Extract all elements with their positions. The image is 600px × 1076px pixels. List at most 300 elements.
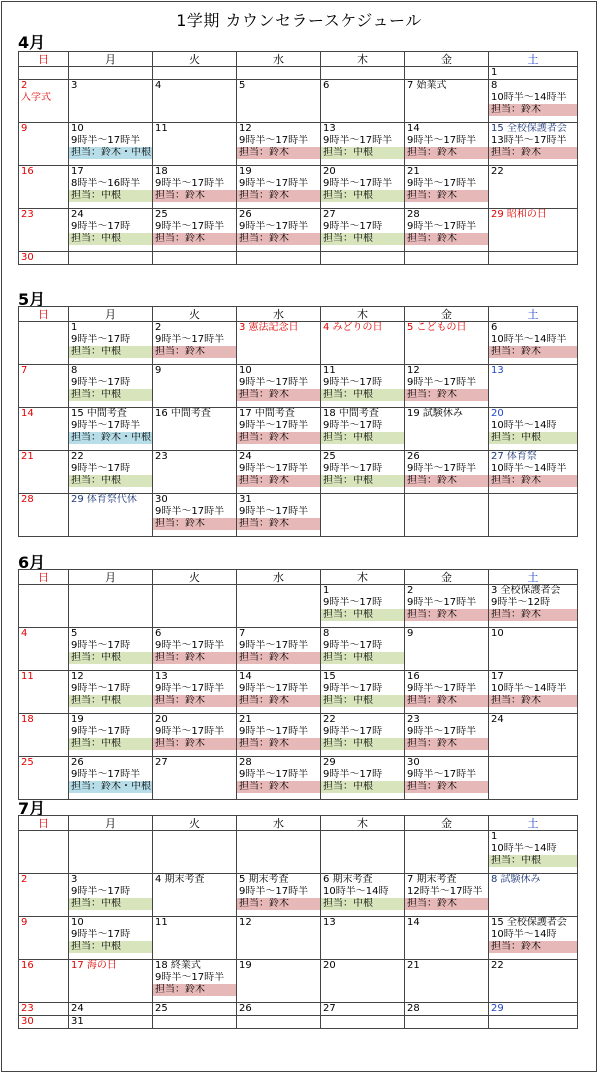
staff-assignment: 担当：鈴木 bbox=[405, 609, 488, 621]
empty-day-cell bbox=[237, 67, 321, 80]
day-cell bbox=[153, 917, 237, 960]
empty-day-cell bbox=[237, 585, 321, 628]
time-range: 9時半～17時半 bbox=[407, 221, 477, 232]
day-number: 24 bbox=[71, 1003, 84, 1014]
day-cell bbox=[489, 874, 578, 917]
day-number: 14 bbox=[407, 917, 420, 928]
time-range: 9時半～17時半 bbox=[239, 640, 309, 651]
month-calendar bbox=[18, 306, 578, 537]
week-row bbox=[19, 322, 578, 365]
day-cell bbox=[69, 123, 153, 166]
month-calendar bbox=[18, 815, 578, 1029]
empty-day-cell bbox=[321, 252, 405, 265]
staff-assignment: 担当：鈴木 bbox=[405, 233, 488, 245]
day-cell bbox=[405, 714, 489, 757]
weekday-header: 木 bbox=[321, 816, 405, 831]
day-number: 29 体育祭代休 bbox=[71, 494, 137, 505]
day-cell bbox=[321, 322, 405, 365]
day-number: 15 全校保護者会 bbox=[491, 123, 567, 134]
time-range: 9時半～17時 bbox=[71, 463, 131, 474]
time-range: 9時半～17時 bbox=[323, 377, 383, 388]
staff-assignment: 担当：中根 bbox=[69, 695, 152, 707]
day-cell bbox=[405, 408, 489, 451]
day-number: 16 bbox=[407, 671, 420, 682]
day-number: 22 bbox=[71, 451, 84, 462]
staff-assignment: 担当：鈴木 bbox=[405, 389, 488, 401]
time-range: 9時半～17時 bbox=[71, 377, 131, 388]
day-number: 10 bbox=[239, 365, 252, 376]
week-row bbox=[19, 831, 578, 874]
time-range: 9時半～17時半 bbox=[239, 178, 309, 189]
staff-assignment: 担当：鈴木 bbox=[237, 233, 320, 245]
time-range: 9時半～17時半 bbox=[71, 420, 141, 431]
day-cell bbox=[19, 960, 69, 1003]
staff-assignment: 担当：鈴木・中根 bbox=[71, 781, 151, 792]
time-range: 9時半～17時半 bbox=[323, 135, 393, 146]
day-cell bbox=[405, 960, 489, 1003]
day-number: 18 bbox=[21, 714, 34, 725]
empty-day-cell bbox=[321, 831, 405, 874]
time-range: 9時半～17時半 bbox=[155, 640, 225, 651]
empty-day-cell bbox=[405, 67, 489, 80]
weekday-header: 土 bbox=[489, 570, 578, 585]
day-number: 27 bbox=[323, 209, 336, 220]
day-cell bbox=[19, 757, 69, 800]
staff-assignment: 担当：鈴木 bbox=[153, 518, 236, 530]
time-range: 10時半～14時 bbox=[491, 929, 557, 940]
day-cell bbox=[321, 80, 405, 123]
weekday-header: 日 bbox=[19, 816, 69, 831]
day-number: 8 bbox=[71, 365, 78, 376]
week-row bbox=[19, 1003, 578, 1016]
month-label: 7月 bbox=[18, 799, 46, 818]
day-cell bbox=[153, 757, 237, 800]
schedule-sheet bbox=[1, 1, 597, 1072]
day-cell bbox=[489, 67, 578, 80]
day-cell bbox=[153, 960, 237, 1003]
staff-assignment: 担当：中根 bbox=[69, 652, 152, 664]
day-cell bbox=[237, 322, 321, 365]
day-number: 31 bbox=[239, 494, 252, 505]
time-range: 9時半～17時半 bbox=[407, 135, 477, 146]
staff-assignment: 担当：鈴木 bbox=[237, 695, 320, 707]
day-number: 5 こどもの日 bbox=[407, 322, 467, 333]
day-cell bbox=[69, 671, 153, 714]
weekday-header: 月 bbox=[69, 52, 153, 67]
day-number: 16 中間考査 bbox=[155, 408, 211, 419]
empty-day-cell bbox=[69, 831, 153, 874]
day-cell bbox=[153, 1003, 237, 1016]
staff-assignment: 担当：鈴木 bbox=[405, 147, 488, 159]
weekday-header: 水 bbox=[237, 307, 321, 322]
day-number: 22 bbox=[491, 960, 504, 971]
week-row bbox=[19, 1016, 578, 1029]
staff-assignment: 担当：鈴木 bbox=[489, 475, 577, 487]
empty-day-cell bbox=[153, 831, 237, 874]
day-cell bbox=[19, 671, 69, 714]
time-range: 9時半～17時半 bbox=[239, 463, 309, 474]
day-number: 28 bbox=[239, 757, 252, 768]
weekday-header: 日 bbox=[19, 52, 69, 67]
day-cell bbox=[69, 451, 153, 494]
day-number: 26 bbox=[71, 757, 84, 768]
time-range: 9時半～17時 bbox=[71, 221, 131, 232]
time-range: 13時半～17時半 bbox=[491, 135, 567, 146]
day-cell bbox=[321, 671, 405, 714]
weekday-header-row bbox=[19, 307, 578, 322]
week-row bbox=[19, 80, 578, 123]
day-number: 2 bbox=[155, 322, 162, 333]
day-cell bbox=[153, 451, 237, 494]
day-number: 2 bbox=[21, 80, 28, 91]
day-cell bbox=[321, 628, 405, 671]
day-cell bbox=[321, 209, 405, 252]
time-range: 9時半～17時半 bbox=[155, 334, 225, 345]
week-row bbox=[19, 585, 578, 628]
day-cell bbox=[19, 874, 69, 917]
staff-assignment: 担当：中根 bbox=[321, 738, 404, 750]
time-range: 9時半～17時半 bbox=[155, 506, 225, 517]
day-cell bbox=[69, 757, 153, 800]
staff-assignment: 担当：鈴木 bbox=[489, 695, 577, 707]
day-number: 17 bbox=[491, 671, 504, 682]
week-row bbox=[19, 917, 578, 960]
staff-assignment: 担当：中根 bbox=[69, 389, 152, 401]
time-range: 10時半～14時半 bbox=[491, 92, 567, 103]
empty-day-cell bbox=[19, 831, 69, 874]
day-number: 10 bbox=[491, 628, 504, 639]
staff-assignment: 担当：鈴木 bbox=[153, 346, 236, 358]
week-row bbox=[19, 757, 578, 800]
time-range: 9時半～17時 bbox=[71, 726, 131, 737]
day-number: 3 bbox=[71, 874, 78, 885]
day-number: 18 中間考査 bbox=[323, 408, 379, 419]
day-number: 14 bbox=[407, 123, 420, 134]
day-number: 17 bbox=[71, 166, 84, 177]
weekday-header: 火 bbox=[153, 816, 237, 831]
day-cell bbox=[153, 365, 237, 408]
staff-assignment: 担当：中根 bbox=[321, 898, 404, 910]
staff-assignment: 担当：鈴木 bbox=[237, 475, 320, 487]
day-cell bbox=[153, 166, 237, 209]
empty-day-cell bbox=[69, 67, 153, 80]
day-number: 8 bbox=[323, 628, 330, 639]
day-cell bbox=[237, 917, 321, 960]
day-number: 14 bbox=[239, 671, 252, 682]
staff-assignment: 担当：鈴木 bbox=[237, 518, 320, 530]
time-range: 9時半～17時半 bbox=[71, 135, 141, 146]
week-row bbox=[19, 451, 578, 494]
day-number: 23 bbox=[155, 451, 168, 462]
empty-day-cell bbox=[405, 252, 489, 265]
weekday-header: 水 bbox=[237, 816, 321, 831]
day-number: 13 bbox=[155, 671, 168, 682]
staff-assignment: 担当：中根 bbox=[321, 652, 404, 664]
month-label: 6月 bbox=[18, 553, 46, 572]
day-cell bbox=[237, 1003, 321, 1016]
day-cell bbox=[19, 917, 69, 960]
empty-day-cell bbox=[489, 757, 578, 800]
staff-assignment: 担当：鈴木 bbox=[237, 190, 320, 202]
day-number: 12 bbox=[71, 671, 84, 682]
day-number: 3 bbox=[71, 80, 78, 91]
time-range: 入学式 bbox=[21, 92, 51, 103]
day-cell bbox=[237, 365, 321, 408]
time-range: 9時半～17時 bbox=[323, 769, 383, 780]
day-number: 24 bbox=[239, 451, 252, 462]
weekday-header: 金 bbox=[405, 570, 489, 585]
day-number: 25 bbox=[21, 757, 34, 768]
weekday-header: 火 bbox=[153, 307, 237, 322]
day-number: 13 bbox=[323, 123, 336, 134]
day-cell bbox=[19, 451, 69, 494]
day-number: 19 bbox=[239, 166, 252, 177]
day-cell bbox=[321, 714, 405, 757]
weekday-header: 月 bbox=[69, 570, 153, 585]
day-number: 11 bbox=[155, 917, 168, 928]
time-range: 9時半～17時半 bbox=[407, 377, 477, 388]
empty-day-cell bbox=[321, 494, 405, 537]
day-number: 25 bbox=[323, 451, 336, 462]
empty-day-cell bbox=[69, 585, 153, 628]
day-cell bbox=[405, 322, 489, 365]
day-number: 31 bbox=[71, 1016, 84, 1027]
staff-assignment: 担当：鈴木 bbox=[405, 738, 488, 750]
time-range: 9時半～17時半 bbox=[239, 886, 309, 897]
day-cell bbox=[19, 714, 69, 757]
day-number: 22 bbox=[491, 166, 504, 177]
day-cell bbox=[405, 628, 489, 671]
staff-assignment: 担当：鈴木 bbox=[489, 346, 577, 358]
day-number: 15 中間考査 bbox=[71, 408, 127, 419]
staff-assignment: 担当：鈴木 bbox=[405, 695, 488, 707]
day-number: 25 bbox=[155, 1003, 168, 1014]
day-number: 10 bbox=[71, 123, 84, 134]
time-range: 9時半～17時 bbox=[71, 334, 131, 345]
day-number: 7 始業式 bbox=[407, 80, 447, 91]
day-number: 14 bbox=[21, 408, 34, 419]
day-number: 29 bbox=[491, 1003, 504, 1014]
day-cell bbox=[405, 1003, 489, 1016]
day-cell bbox=[19, 494, 69, 537]
day-cell bbox=[19, 209, 69, 252]
week-row bbox=[19, 494, 578, 537]
time-range: 9時半～17時半 bbox=[239, 377, 309, 388]
week-row bbox=[19, 209, 578, 252]
day-cell bbox=[489, 628, 578, 671]
time-range: 10時半～14時 bbox=[491, 420, 557, 431]
day-number: 29 bbox=[323, 757, 336, 768]
day-number: 11 bbox=[155, 123, 168, 134]
staff-assignment: 担当：鈴木 bbox=[237, 147, 320, 159]
weekday-header: 木 bbox=[321, 52, 405, 67]
day-cell bbox=[69, 494, 153, 537]
week-row bbox=[19, 671, 578, 714]
day-number: 1 bbox=[491, 831, 498, 842]
time-range: 9時半～17時 bbox=[71, 683, 131, 694]
time-range: 9時半～17時半 bbox=[407, 683, 477, 694]
day-cell bbox=[19, 1003, 69, 1016]
weekday-header: 土 bbox=[489, 307, 578, 322]
day-cell bbox=[153, 671, 237, 714]
day-cell bbox=[237, 671, 321, 714]
time-range: 10時半～14時 bbox=[323, 886, 389, 897]
day-number: 12 bbox=[407, 365, 420, 376]
staff-assignment: 担当：鈴木 bbox=[489, 104, 577, 116]
day-cell bbox=[237, 628, 321, 671]
day-cell bbox=[69, 365, 153, 408]
day-cell bbox=[321, 1003, 405, 1016]
day-number: 27 体育祭 bbox=[491, 451, 537, 462]
day-cell bbox=[237, 209, 321, 252]
day-number: 2 bbox=[407, 585, 414, 596]
day-cell bbox=[321, 166, 405, 209]
day-cell bbox=[321, 123, 405, 166]
staff-assignment: 担当：中根 bbox=[69, 941, 152, 953]
time-range: 9時半～17時 bbox=[323, 640, 383, 651]
staff-assignment: 担当：鈴木・中根 bbox=[71, 147, 151, 158]
time-range: 9時半～17時半 bbox=[407, 597, 477, 608]
day-number: 4 みどりの日 bbox=[323, 322, 383, 333]
day-number: 18 終業式 bbox=[155, 960, 201, 971]
empty-day-cell bbox=[237, 252, 321, 265]
day-number: 2 bbox=[21, 874, 28, 885]
week-row bbox=[19, 166, 578, 209]
time-range: 9時半～17時 bbox=[323, 221, 383, 232]
day-cell bbox=[237, 451, 321, 494]
day-number: 26 bbox=[407, 451, 420, 462]
time-range: 9時半～17時 bbox=[71, 886, 131, 897]
week-row bbox=[19, 252, 578, 265]
day-cell bbox=[153, 628, 237, 671]
day-cell bbox=[489, 917, 578, 960]
day-cell bbox=[69, 1016, 153, 1029]
day-number: 19 試験休み bbox=[407, 408, 463, 419]
month-calendar bbox=[18, 51, 578, 265]
day-number: 20 bbox=[155, 714, 168, 725]
staff-assignment: 担当：鈴木 bbox=[237, 432, 320, 444]
staff-assignment: 担当：中根 bbox=[321, 190, 404, 202]
day-cell bbox=[69, 628, 153, 671]
day-cell bbox=[19, 252, 69, 265]
day-cell bbox=[489, 960, 578, 1003]
time-range: 9時半～17時半 bbox=[155, 726, 225, 737]
day-number: 23 bbox=[407, 714, 420, 725]
staff-assignment: 担当：中根 bbox=[69, 233, 152, 245]
weekday-header-row bbox=[19, 816, 578, 831]
day-cell bbox=[405, 365, 489, 408]
day-cell bbox=[489, 1003, 578, 1016]
day-cell bbox=[405, 874, 489, 917]
day-cell bbox=[321, 451, 405, 494]
day-cell bbox=[405, 917, 489, 960]
day-cell bbox=[153, 209, 237, 252]
weekday-header: 土 bbox=[489, 52, 578, 67]
day-cell bbox=[405, 166, 489, 209]
staff-assignment: 担当：鈴木 bbox=[237, 738, 320, 750]
staff-assignment: 担当：中根 bbox=[69, 475, 152, 487]
day-cell bbox=[153, 322, 237, 365]
weekday-header: 金 bbox=[405, 52, 489, 67]
time-range: 9時半～17時半 bbox=[239, 135, 309, 146]
day-cell bbox=[153, 80, 237, 123]
weekday-header: 木 bbox=[321, 307, 405, 322]
staff-assignment: 担当：鈴木 bbox=[153, 984, 236, 996]
empty-day-cell bbox=[321, 67, 405, 80]
day-cell bbox=[153, 494, 237, 537]
staff-assignment: 担当：鈴木 bbox=[153, 695, 236, 707]
time-range: 9時半～17時半 bbox=[407, 726, 477, 737]
day-cell bbox=[489, 671, 578, 714]
day-number: 20 bbox=[323, 960, 336, 971]
day-cell bbox=[19, 166, 69, 209]
day-cell bbox=[489, 408, 578, 451]
time-range: 9時半～17時半 bbox=[407, 769, 477, 780]
staff-assignment: 担当：中根 bbox=[321, 609, 404, 621]
day-cell bbox=[69, 322, 153, 365]
day-number: 1 bbox=[491, 67, 498, 78]
day-number: 13 bbox=[323, 917, 336, 928]
time-range: 9時半～17時半 bbox=[155, 221, 225, 232]
time-range: 10時半～14時半 bbox=[491, 334, 567, 345]
day-cell bbox=[69, 714, 153, 757]
day-cell bbox=[405, 80, 489, 123]
day-number: 29 昭和の日 bbox=[491, 209, 547, 220]
empty-day-cell bbox=[153, 1016, 237, 1029]
day-number: 16 bbox=[21, 960, 34, 971]
day-cell bbox=[237, 80, 321, 123]
staff-assignment: 担当：中根 bbox=[321, 147, 404, 159]
month-label: 5月 bbox=[18, 290, 46, 309]
staff-assignment: 担当：中根 bbox=[69, 346, 152, 358]
weekday-header: 水 bbox=[237, 52, 321, 67]
day-number: 7 bbox=[21, 365, 28, 376]
day-cell bbox=[69, 917, 153, 960]
day-number: 23 bbox=[21, 209, 34, 220]
day-number: 9 bbox=[155, 365, 162, 376]
day-number: 8 試験休み bbox=[491, 874, 541, 885]
day-number: 7 期末考査 bbox=[407, 874, 457, 885]
day-number: 18 bbox=[155, 166, 168, 177]
day-cell bbox=[69, 960, 153, 1003]
day-number: 20 bbox=[323, 166, 336, 177]
week-row bbox=[19, 123, 578, 166]
day-number: 15 bbox=[323, 671, 336, 682]
time-range: 9時半～17時半 bbox=[155, 972, 225, 983]
day-cell bbox=[321, 757, 405, 800]
day-cell bbox=[19, 1016, 69, 1029]
day-number: 24 bbox=[71, 209, 84, 220]
day-number: 21 bbox=[407, 960, 420, 971]
week-row bbox=[19, 67, 578, 80]
time-range: 9時半～17時 bbox=[323, 463, 383, 474]
day-cell bbox=[489, 322, 578, 365]
day-number: 30 bbox=[21, 1016, 34, 1027]
time-range: 9時半～17時半 bbox=[71, 769, 141, 780]
weekday-header: 水 bbox=[237, 570, 321, 585]
day-cell bbox=[405, 209, 489, 252]
day-cell bbox=[153, 408, 237, 451]
day-number: 8 bbox=[491, 80, 498, 91]
month-calendar bbox=[18, 569, 578, 800]
day-number: 28 bbox=[407, 1003, 420, 1014]
day-number: 16 bbox=[21, 166, 34, 177]
empty-day-cell bbox=[19, 322, 69, 365]
day-cell bbox=[489, 166, 578, 209]
day-number: 17 海の日 bbox=[71, 960, 117, 971]
day-cell bbox=[237, 408, 321, 451]
staff-assignment: 担当：中根 bbox=[321, 695, 404, 707]
